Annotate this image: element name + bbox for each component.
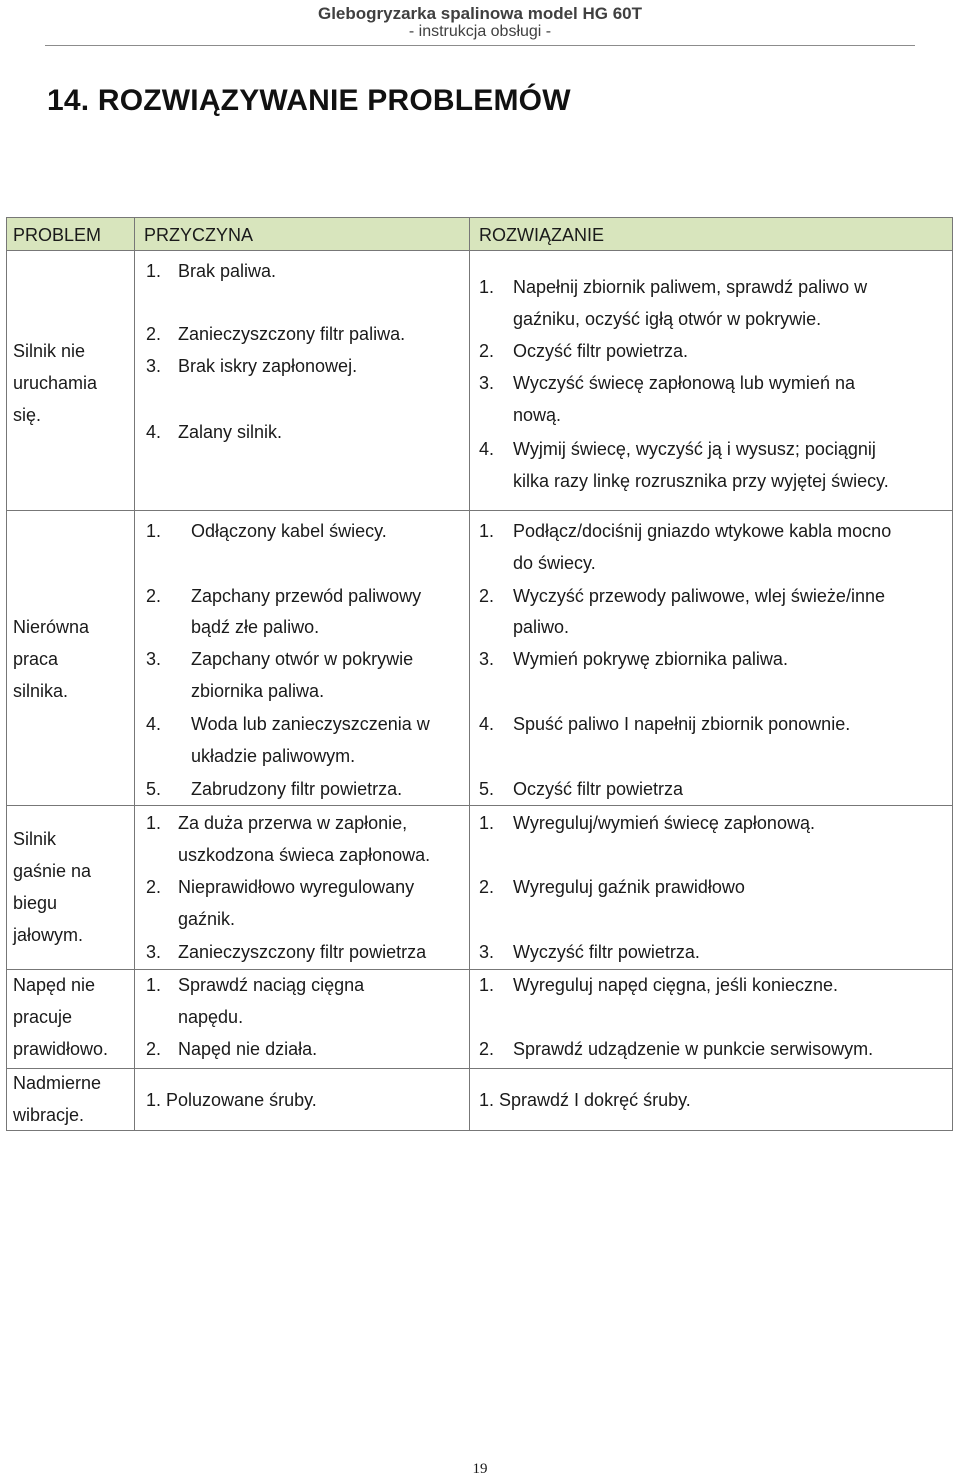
cause-text: Napęd nie działa. <box>178 1039 318 1059</box>
problem-text: wibracje. <box>13 1105 85 1125</box>
cause-number: 3. <box>146 942 162 962</box>
cause-number: 4. <box>146 714 162 734</box>
cause-text: Zabrudzony filtr powietrza. <box>191 779 403 799</box>
column-header-problem: PROBLEM <box>13 225 102 245</box>
solution-text: Sprawdź udządzenie w punkcie serwisowym. <box>513 1039 874 1059</box>
cause-number: 1. <box>146 261 162 281</box>
solution-number: 1. <box>479 521 495 541</box>
solution-text: Podłącz/dociśnij gniazdo wtykowe kabla mocno <box>513 521 892 541</box>
header-rule <box>45 45 915 46</box>
problem-text: gaśnie na <box>13 861 92 881</box>
solution-number: 4. <box>479 714 495 734</box>
cause-number: 3. <box>146 356 162 376</box>
column-header-cause: PRZYCZYNA <box>144 225 254 245</box>
cause-text: Zalany silnik. <box>178 422 283 442</box>
cause-number: 5. <box>146 779 162 799</box>
solution-number: 2. <box>479 586 495 606</box>
solution-text: Spuść paliwo I napełnij zbiornik ponownie. <box>513 714 851 734</box>
cause-number: 4. <box>146 422 162 442</box>
cause-text: Zanieczyszczony filtr powietrza <box>178 942 427 962</box>
problem-text: Nierówna <box>13 617 90 637</box>
solution-text: Wyczyść filtr powietrza. <box>513 942 700 962</box>
solution-number: 3. <box>479 649 495 669</box>
troubleshooting-table <box>6 217 953 1131</box>
row-divider <box>7 1068 952 1069</box>
cause-text: Zapchany otwór w pokrywie <box>191 649 414 669</box>
cause-number: 1. <box>146 813 162 833</box>
column-header-solution: ROZWIĄZANIE <box>479 225 604 245</box>
page-number: 19 <box>472 1461 488 1477</box>
cause-text: Sprawdź naciąg cięgna <box>178 975 365 995</box>
column-divider <box>134 218 135 1130</box>
problem-text: jałowym. <box>13 925 84 945</box>
problem-text: się. <box>13 405 42 425</box>
solution-text: Wyreguluj/wymień świecę zapłonową. <box>513 813 815 833</box>
cause-text: Brak paliwa. <box>178 261 277 281</box>
cause-text: Woda lub zanieczyszczenia w <box>191 714 430 734</box>
row-divider <box>7 510 952 511</box>
solution-text: 1. Sprawdź I dokręć śruby. <box>479 1090 691 1110</box>
solution-text: Wyreguluj gaźnik prawidłowo <box>513 877 745 897</box>
solution-number: 1. <box>479 813 495 833</box>
column-divider <box>469 218 470 1130</box>
problem-text: uruchamia <box>13 373 98 393</box>
document-header-subtitle: - instrukcja obsługi - <box>408 23 552 40</box>
cause-text: bądź złe paliwo. <box>191 617 320 637</box>
solution-text: Oczyść filtr powietrza <box>513 779 684 799</box>
problem-text: Napęd nie <box>13 975 96 995</box>
solution-number: 1. <box>479 975 495 995</box>
problem-text: Nadmierne <box>13 1073 102 1093</box>
solution-text: Wyreguluj napęd cięgna, jeśli konieczne. <box>513 975 839 995</box>
solution-text: Wymień pokrywę zbiornika paliwa. <box>513 649 788 669</box>
row-divider <box>7 805 952 806</box>
solution-number: 2. <box>479 341 495 361</box>
solution-text: Wyczyść przewody paliwowe, wlej świeże/inne <box>513 586 885 606</box>
cause-number: 2. <box>146 1039 162 1059</box>
cause-number: 3. <box>146 649 162 669</box>
cause-number: 1. <box>146 521 162 541</box>
solution-text: Wyjmij świecę, wyczyść ją i wysusz; pociągnij <box>513 439 876 459</box>
cause-number: 2. <box>146 586 162 606</box>
section-title: 14. ROZWIĄZYWANIE PROBLEMÓW <box>47 84 571 117</box>
cause-number: 2. <box>146 877 162 897</box>
cause-text: Brak iskry zapłonowej. <box>178 356 358 376</box>
solution-number: 4. <box>479 439 495 459</box>
solution-number: 2. <box>479 877 495 897</box>
solution-text: gaźniku, oczyść igłą otwór w pokrywie. <box>513 309 822 329</box>
document-header-title: Glebogryzarka spalinowa model HG 60T <box>317 4 643 23</box>
solution-text: Napełnij zbiornik paliwem, sprawdź paliwo w <box>513 277 868 297</box>
cause-text: Zapchany przewód paliwowy <box>191 586 422 606</box>
problem-text: praca <box>13 649 59 669</box>
solution-text: paliwo. <box>513 617 570 637</box>
solution-text: kilka razy linkę rozrusznika przy wyjętej świecy. <box>513 471 889 491</box>
cause-text: uszkodzona świeca zapłonowa. <box>178 845 431 865</box>
cause-text: zbiornika paliwa. <box>191 681 325 701</box>
problem-text: silnika. <box>13 681 69 701</box>
cause-text: Odłączony kabel świecy. <box>191 521 387 541</box>
cause-text: Zanieczyszczony filtr paliwa. <box>178 324 406 344</box>
solution-number: 2. <box>479 1039 495 1059</box>
solution-number: 1. <box>479 277 495 297</box>
cause-number: 1. <box>146 975 162 995</box>
problem-text: biegu <box>13 893 58 913</box>
solution-text: Oczyść filtr powietrza. <box>513 341 689 361</box>
problem-text: prawidłowo. <box>13 1039 109 1059</box>
problem-text: Silnik nie <box>13 341 86 361</box>
cause-text: Za duża przerwa w zapłonie, <box>178 813 408 833</box>
cause-text: 1. Poluzowane śruby. <box>146 1090 317 1110</box>
solution-number: 5. <box>479 779 495 799</box>
cause-text: napędu. <box>178 1007 244 1027</box>
solution-text: nową. <box>513 405 562 425</box>
problem-text: pracuje <box>13 1007 73 1027</box>
solution-number: 3. <box>479 942 495 962</box>
problem-text: Silnik <box>13 829 57 849</box>
row-divider <box>7 969 952 970</box>
cause-text: gaźnik. <box>178 909 236 929</box>
cause-number: 2. <box>146 324 162 344</box>
cause-text: Nieprawidłowo wyregulowany <box>178 877 415 897</box>
cause-text: układzie paliwowym. <box>191 746 356 766</box>
solution-number: 3. <box>479 373 495 393</box>
solution-text: do świecy. <box>513 553 596 573</box>
solution-text: Wyczyść świecę zapłonową lub wymień na <box>513 373 855 393</box>
